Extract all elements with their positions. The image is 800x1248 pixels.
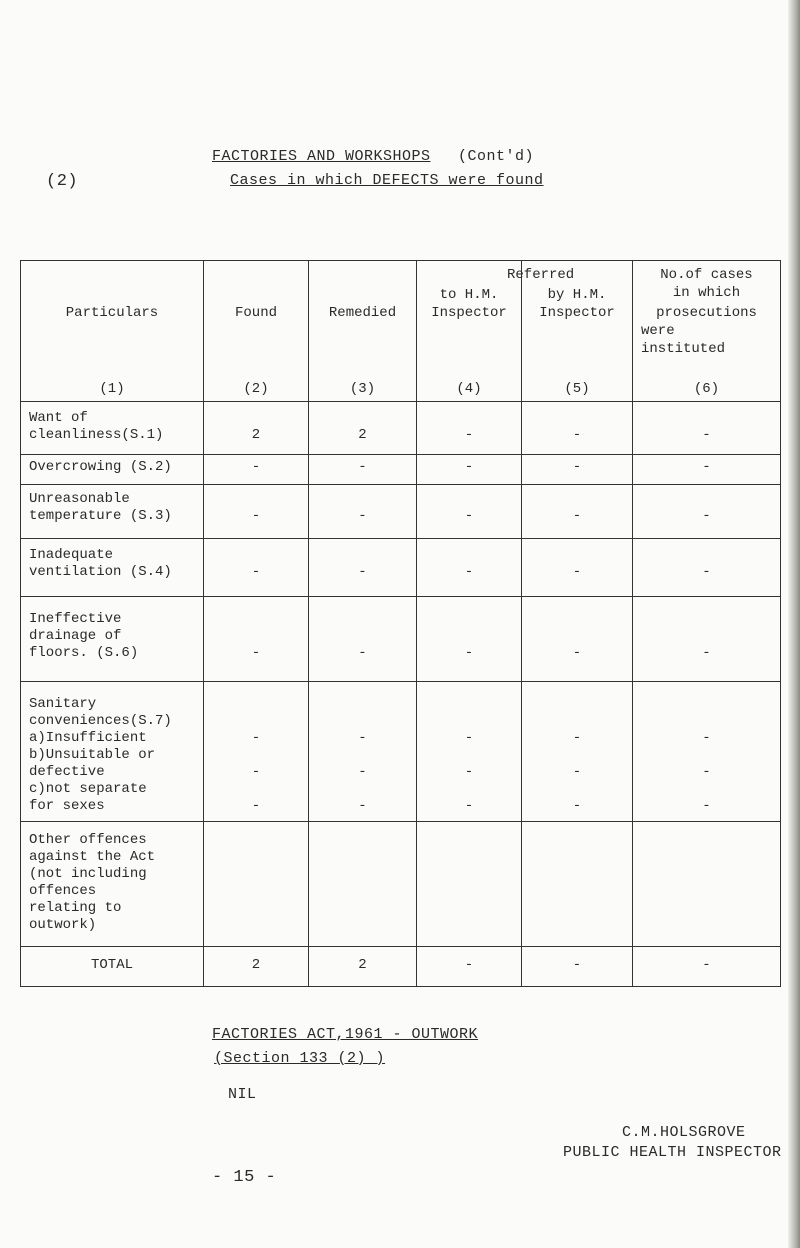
- outwork-result: NIL: [228, 1086, 257, 1103]
- table-row: Unreasonable temperature (S.3) - - - - -: [21, 485, 781, 539]
- signatory-title: PUBLIC HEALTH INSPECTOR: [563, 1144, 782, 1161]
- col-to-hm: Referred to H.M. Inspector (4): [417, 261, 522, 402]
- col-by-hm: by H.M. Inspector (5): [522, 261, 633, 402]
- section-number: (2): [46, 172, 79, 191]
- col-remedied: Remedied (3): [309, 261, 417, 402]
- page-number: - 15 -: [212, 1168, 277, 1187]
- header-row: [21, 261, 781, 402]
- page-edge-shadow: [788, 0, 800, 1248]
- outwork-section: (Section 133 (2) ): [214, 1050, 386, 1067]
- table-row: Overcrowing (S.2) - - - - -: [21, 455, 781, 485]
- table-row: Other offences against the Act (not including offences relating to outwork): [21, 822, 781, 947]
- total-row: TOTAL 2 2 - - -: [21, 947, 781, 987]
- outwork-heading: FACTORIES ACT,1961 - OUTWORK: [212, 1026, 479, 1043]
- col-particulars: Particulars (1): [21, 261, 204, 402]
- table-row: Inadequate ventilation (S.4) - - - - -: [21, 539, 781, 597]
- table-row: Ineffective drainage of floors. (S.6) - - - - -: [21, 597, 781, 682]
- page-title-cont: (Cont'd): [458, 148, 535, 165]
- referred-label: Referred: [507, 267, 575, 283]
- signatory-name: C.M.HOLSGROVE: [622, 1124, 746, 1141]
- col-found: Found (2): [204, 261, 309, 402]
- table-row: Sanitary conveniences(S.7) a)Insufficient b)Unsuitable or defective c)not separate for sexes - - - - - - - - - - - - - - -: [21, 682, 781, 822]
- defects-table: [20, 260, 781, 987]
- col-prosecutions: No.of cases in which prosecutions were instituted (6): [633, 261, 781, 402]
- table-row: Want of cleanliness(S.1) 2 2 - - -: [21, 402, 781, 455]
- page-title: FACTORIES AND WORKSHOPS: [212, 148, 431, 165]
- page-subtitle: Cases in which DEFECTS were found: [230, 172, 544, 189]
